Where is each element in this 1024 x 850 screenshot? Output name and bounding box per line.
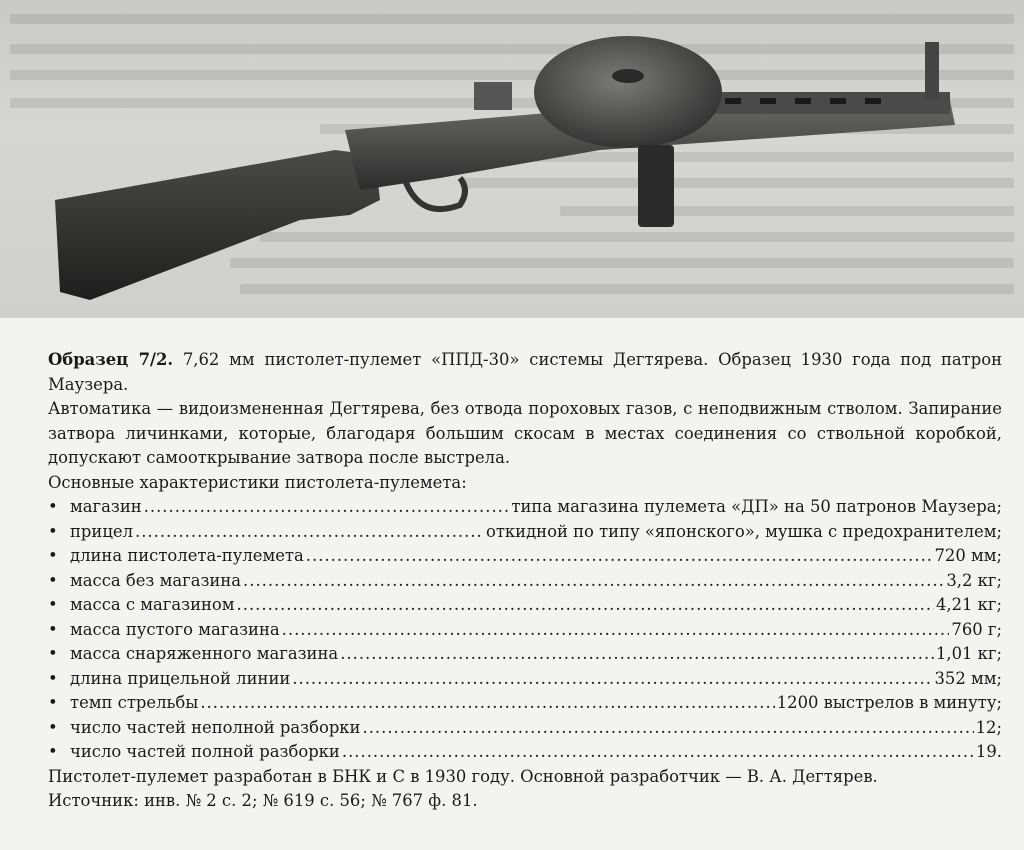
weapon-photo bbox=[0, 0, 1024, 318]
bullet: • bbox=[48, 619, 58, 639]
ppd-30-submachine-gun-illustration bbox=[0, 0, 1024, 318]
description-text bbox=[48, 348, 1002, 814]
leader-dots bbox=[340, 642, 934, 667]
leader-dots bbox=[362, 716, 973, 741]
caption-label: Образец 7/2. bbox=[48, 350, 174, 369]
spec-name: число частей полной разборки bbox=[70, 742, 340, 761]
caption-text: 7,62 мм пистолет-пулемет «ППД-30» системы Дегтярева. Образец 1930 года под патрон Маузера. bbox=[48, 350, 1002, 394]
front-sight bbox=[925, 42, 939, 100]
spec-name: длина прицельной линии bbox=[70, 668, 291, 688]
spec-name: масса без магазина bbox=[70, 570, 242, 590]
leader-dots bbox=[282, 618, 950, 643]
spec-row bbox=[48, 667, 1002, 692]
bullet: • bbox=[48, 693, 58, 712]
spec-row bbox=[48, 618, 1002, 643]
bullet: • bbox=[48, 644, 58, 663]
spec-name: прицел bbox=[70, 521, 133, 541]
automation-paragraph: Автоматика — видоизмененная Дегтярева, без отвода пороховых газов, с неподвижным стволом. Запирание затвора личинками, которые, благодаря большим скосам в местах соединения со ствольной коробкой, допускают самооткрывание затвора после выстрела. bbox=[48, 399, 1002, 467]
spec-value: 720 мм; bbox=[934, 546, 1002, 565]
spec-row bbox=[48, 593, 1002, 618]
leader-dots bbox=[144, 495, 510, 520]
spec-name: число частей неполной разборки bbox=[70, 717, 361, 737]
bullet: • bbox=[48, 570, 58, 590]
spec-value: 1200 выстрелов в минуту; bbox=[776, 693, 1002, 712]
spec-name: масса снаряженного магазина bbox=[70, 644, 339, 663]
spec-name: темп стрельбы bbox=[70, 693, 199, 712]
leader-dots bbox=[342, 740, 974, 765]
leader-dots bbox=[292, 667, 932, 692]
caption bbox=[48, 348, 1002, 397]
spec-value: 12; bbox=[975, 717, 1002, 737]
spec-value: откидной по типу «японского», мушка с предохранителем; bbox=[485, 521, 1002, 541]
spec-row bbox=[48, 740, 1002, 765]
bullet: • bbox=[48, 521, 58, 541]
spec-value: 760 г; bbox=[951, 619, 1002, 639]
drum-magazine bbox=[534, 36, 722, 148]
spec-value: 352 мм; bbox=[934, 668, 1002, 688]
spec-name: масса пустого магазина bbox=[70, 619, 280, 639]
spec-name: масса с магазином bbox=[70, 595, 235, 614]
specs-list bbox=[48, 495, 1002, 765]
leader-dots bbox=[306, 544, 933, 569]
bullet: • bbox=[48, 546, 58, 565]
spec-row bbox=[48, 691, 1002, 716]
spec-row bbox=[48, 642, 1002, 667]
leader-dots bbox=[243, 569, 944, 594]
bullet: • bbox=[48, 742, 58, 761]
spec-value: типа магазина пулемета «ДП» на 50 патронов Маузера; bbox=[511, 497, 1002, 516]
spec-value: 4,21 кг; bbox=[935, 595, 1002, 614]
bullet: • bbox=[48, 668, 58, 688]
spec-row bbox=[48, 544, 1002, 569]
source-line: Источник: инв. № 2 с. 2; № 619 с. 56; № 767 ф. 81. bbox=[48, 791, 478, 810]
trigger-guard bbox=[405, 178, 465, 209]
bullet: • bbox=[48, 497, 58, 516]
leader-dots bbox=[237, 593, 934, 618]
spec-value: 1,01 кг; bbox=[935, 644, 1002, 663]
spec-value: 3,2 кг; bbox=[946, 570, 1002, 590]
spec-row bbox=[48, 520, 1002, 545]
spec-name: длина пистолета-пулемета bbox=[70, 546, 304, 565]
spec-row bbox=[48, 716, 1002, 741]
bullet: • bbox=[48, 717, 58, 737]
bullet: • bbox=[48, 595, 58, 614]
leader-dots bbox=[200, 691, 774, 716]
rear-sight bbox=[474, 82, 512, 110]
spec-row bbox=[48, 495, 1002, 520]
grip bbox=[638, 145, 674, 227]
spec-row bbox=[48, 569, 1002, 594]
spec-value: 19. bbox=[975, 742, 1002, 761]
stock bbox=[55, 150, 380, 300]
leader-dots bbox=[135, 520, 484, 545]
spec-name: магазин bbox=[70, 497, 142, 516]
developer-paragraph: Пистолет-пулемет разработан в БНК и С в 1930 году. Основной разработчик — В. А. Дегтярев. bbox=[48, 766, 878, 786]
specs-title: Основные характеристики пистолета-пулемета: bbox=[48, 472, 467, 492]
